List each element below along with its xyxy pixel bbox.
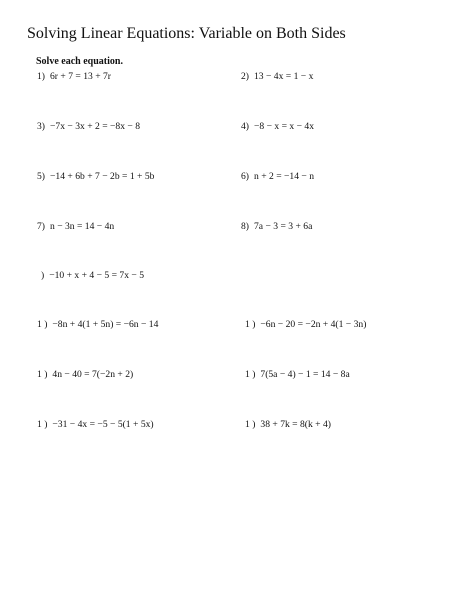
problem-number: 4) <box>241 121 249 132</box>
problem-number: 2) <box>241 71 249 82</box>
problem-10 <box>37 319 158 331</box>
problem-number: 1 ) <box>37 369 48 380</box>
problem-15 <box>245 419 331 431</box>
problem-equation: 6r + 7 = 13 + 7r <box>50 71 111 82</box>
problem-1 <box>37 71 111 83</box>
problem-13 <box>245 369 350 381</box>
problem-number: 7) <box>37 221 45 232</box>
problem-equation: 38 + 7k = 8(k + 4) <box>260 419 331 430</box>
problem-number: 1 ) <box>37 419 48 430</box>
problem-6 <box>241 171 314 183</box>
problem-number: 3) <box>37 121 45 132</box>
problem-number: 1) <box>37 71 45 82</box>
problem-number: 6) <box>241 171 249 182</box>
problem-11 <box>245 319 366 331</box>
problem-4 <box>241 121 314 133</box>
worksheet-title: Solving Linear Equations: Variable on Both Sides <box>27 25 346 42</box>
problem-number: ) <box>41 270 45 281</box>
problem-number: 8) <box>241 221 249 232</box>
problem-2 <box>241 71 313 83</box>
problem-number: 1 ) <box>245 369 256 380</box>
problem-number: 5) <box>37 171 45 182</box>
problem-7 <box>37 221 114 233</box>
problem-equation: −8 − x = x − 4x <box>254 121 315 132</box>
problem-equation: −6n − 20 = −2n + 4(1 − 3n) <box>260 319 367 330</box>
problem-equation: −8n + 4(1 + 5n) = −6n − 14 <box>52 319 159 330</box>
problem-equation: 7(5a − 4) − 1 = 14 − 8a <box>260 369 350 380</box>
problem-equation: −10 + x + 4 − 5 = 7x − 5 <box>49 270 145 281</box>
problem-equation: −7x − 3x + 2 = −8x − 8 <box>50 121 141 132</box>
problem-12 <box>37 369 133 381</box>
problem-equation: n + 2 = −14 − n <box>254 171 315 182</box>
problem-equation: −31 − 4x = −5 − 5(1 + 5x) <box>52 419 154 430</box>
problem-5 <box>37 171 154 183</box>
problem-number: 1 ) <box>245 319 256 330</box>
problem-14 <box>37 419 154 431</box>
problem-equation: n − 3n = 14 − 4n <box>50 221 115 232</box>
problem-3 <box>37 121 140 133</box>
problem-number: 1 ) <box>245 419 256 430</box>
problem-equation: −14 + 6b + 7 − 2b = 1 + 5b <box>50 171 155 182</box>
problem-equation: 4n − 40 = 7(−2n + 2) <box>52 369 134 380</box>
problem-number: 1 ) <box>37 319 48 330</box>
problem-9 <box>41 270 144 282</box>
problem-8 <box>241 221 312 233</box>
problem-equation: 13 − 4x = 1 − x <box>254 71 314 82</box>
problem-equation: 7a − 3 = 3 + 6a <box>254 221 313 232</box>
instructions: Solve each equation. <box>36 56 123 67</box>
